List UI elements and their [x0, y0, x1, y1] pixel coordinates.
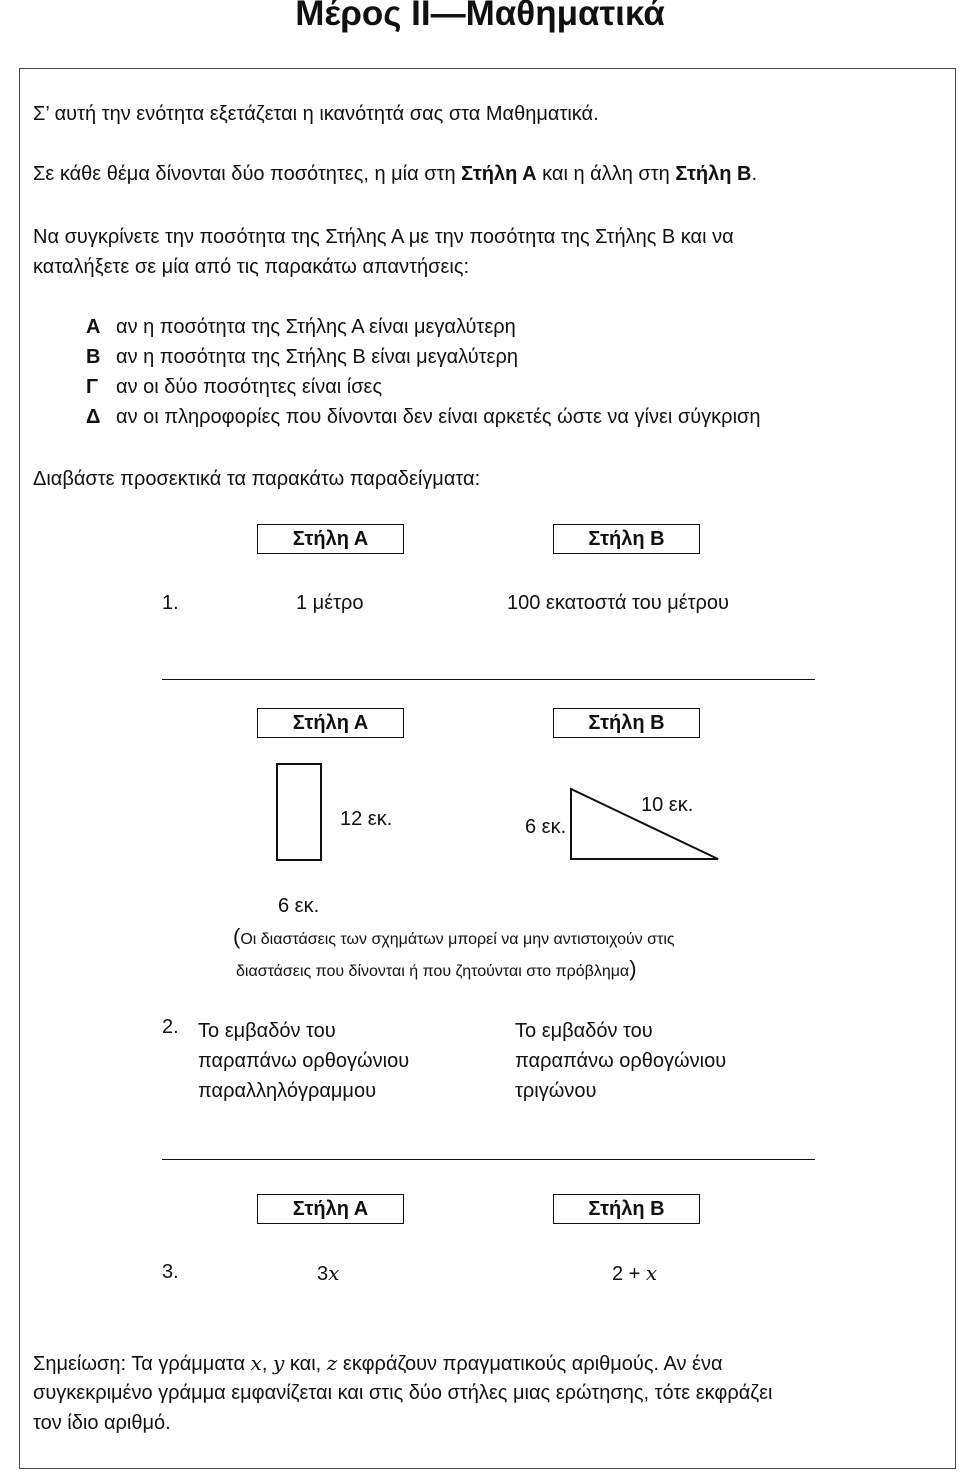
footnote-rest: εκφράζουν πραγματικούς αριθμούς. Αν ένα [337, 1353, 723, 1375]
footnote-line-1 [33, 1351, 723, 1376]
intro-line-3: Να συγκρίνετε την ποσότητα της Στήλης Α με την ποσότητα της Στήλης Β και να [33, 226, 734, 248]
intro-line-2-end: . [751, 163, 758, 185]
example-2-column-a-line: παραπάνω ορθογώνιου [198, 1050, 410, 1072]
footnote-line-3: τον ίδιο αριθμό. [33, 1412, 171, 1434]
intro-line-4: καταλήξετε σε μία από τις παρακάτω απαντήσεις: [33, 256, 470, 278]
example-2-column-a-line: Το εμβαδόν του [198, 1020, 336, 1042]
option-b [86, 346, 518, 369]
example-2-column-a [198, 1016, 409, 1106]
example-2-column-b-line: Το εμβαδόν του [515, 1020, 653, 1042]
divider-1 [162, 679, 815, 680]
rectangle-height-label: 12 εκ. [340, 808, 393, 830]
example-3-column-b-variable: x [645, 1261, 658, 1285]
triangle-hypotenuse-label: 10 εκ. [641, 794, 694, 816]
example-1-column-b: 100 εκατοστά του μέτρου [507, 592, 729, 614]
footnote-var-z: z [326, 1351, 338, 1375]
example-3-number: 3. [162, 1261, 179, 1283]
option-letter: Α [86, 316, 101, 338]
column-b-box: Στήλη Β [553, 708, 700, 738]
intro-column-b: Στήλη Β [675, 163, 752, 185]
option-text: αν οι δύο ποσότητες είναι ίσες [116, 376, 383, 398]
divider-2 [162, 1159, 815, 1160]
column-a-box: Στήλη Α [257, 1194, 404, 1224]
example-2-column-b-line: παραπάνω ορθογώνιου [515, 1050, 727, 1072]
footnote-and: και, [284, 1353, 327, 1375]
intro-column-a: Στήλη Α [461, 163, 537, 185]
column-a-box: Στήλη Α [257, 708, 404, 738]
intro-line-1: Σ’ αυτή την ενότητα εξετάζεται η ικανότητά σας στα Μαθηματικά. [33, 103, 599, 125]
footnote-var-y: y [273, 1351, 285, 1375]
scale-note-line-1: Οι διαστάσεις των σχημάτων μπορεί να μην αντιστοιχούν στις [240, 931, 675, 948]
intro-line-2-middle: και η άλλη στη [536, 163, 676, 185]
example-3-column-b-number: 2 + [612, 1263, 646, 1285]
footnote-prefix: Σημείωση: Τα γράμματα [33, 1353, 251, 1375]
option-letter: Δ [86, 406, 101, 428]
example-2-column-b-line: τριγώνου [515, 1080, 597, 1102]
example-3-column-b [612, 1261, 657, 1286]
option-d [86, 406, 760, 429]
example-3-column-a [317, 1261, 339, 1286]
example-2-number: 2. [162, 1016, 179, 1038]
triangle-leg-label: 6 εκ. [525, 816, 567, 838]
example-1-column-a: 1 μέτρο [296, 592, 364, 614]
option-a [86, 316, 516, 339]
option-letter: Β [86, 346, 101, 368]
column-b-box: Στήλη Β [553, 1194, 700, 1224]
footnote-var-x: x [250, 1351, 262, 1375]
scale-note-close-paren: ) [629, 956, 637, 981]
rectangle-shape [277, 764, 321, 860]
scale-note-2 [236, 956, 637, 982]
option-text: αν οι πληροφορίες που δίνονται δεν είναι αρκετές ώστε να γίνει σύγκριση [116, 406, 761, 428]
intro-line-2-prefix: Σε κάθε θέμα δίνονται δύο ποσότητες, η μία στη [33, 163, 462, 185]
footnote-comma: , [261, 1353, 274, 1375]
example-2-column-a-line: παραλληλόγραμμου [198, 1080, 377, 1102]
example-2-column-b [515, 1016, 726, 1106]
option-c [86, 376, 382, 399]
footnote-line-2: συγκεκριμένο γράμμα εμφανίζεται και στις δύο στήλες μιας ερώτησης, τότε εκφράζει [33, 1382, 773, 1404]
option-letter: Γ [86, 376, 99, 398]
example-3-column-a-number: 3 [317, 1263, 329, 1285]
column-a-box: Στήλη Α [257, 524, 404, 554]
examples-heading: Διαβάστε προσεκτικά τα παρακάτω παραδείγματα: [33, 468, 481, 490]
scale-note-open-paren: ( [233, 924, 241, 949]
example-3-column-a-variable: x [328, 1261, 340, 1285]
page-title: Μέρος ΙΙ—Μαθηματικά [295, 0, 665, 33]
intro-line-2 [33, 163, 757, 186]
column-b-box: Στήλη Β [553, 524, 700, 554]
scale-note [233, 924, 675, 950]
rectangle-width-label: 6 εκ. [278, 895, 320, 917]
option-text: αν η ποσότητα της Στήλης Α είναι μεγαλύτερη [116, 316, 516, 338]
scale-note-line-2: διαστάσεις που δίνονται ή που ζητούνται στο πρόβλημα [236, 963, 630, 980]
option-text: αν η ποσότητα της Στήλης Β είναι μεγαλύτερη [116, 346, 518, 368]
example-1-number: 1. [162, 592, 179, 614]
